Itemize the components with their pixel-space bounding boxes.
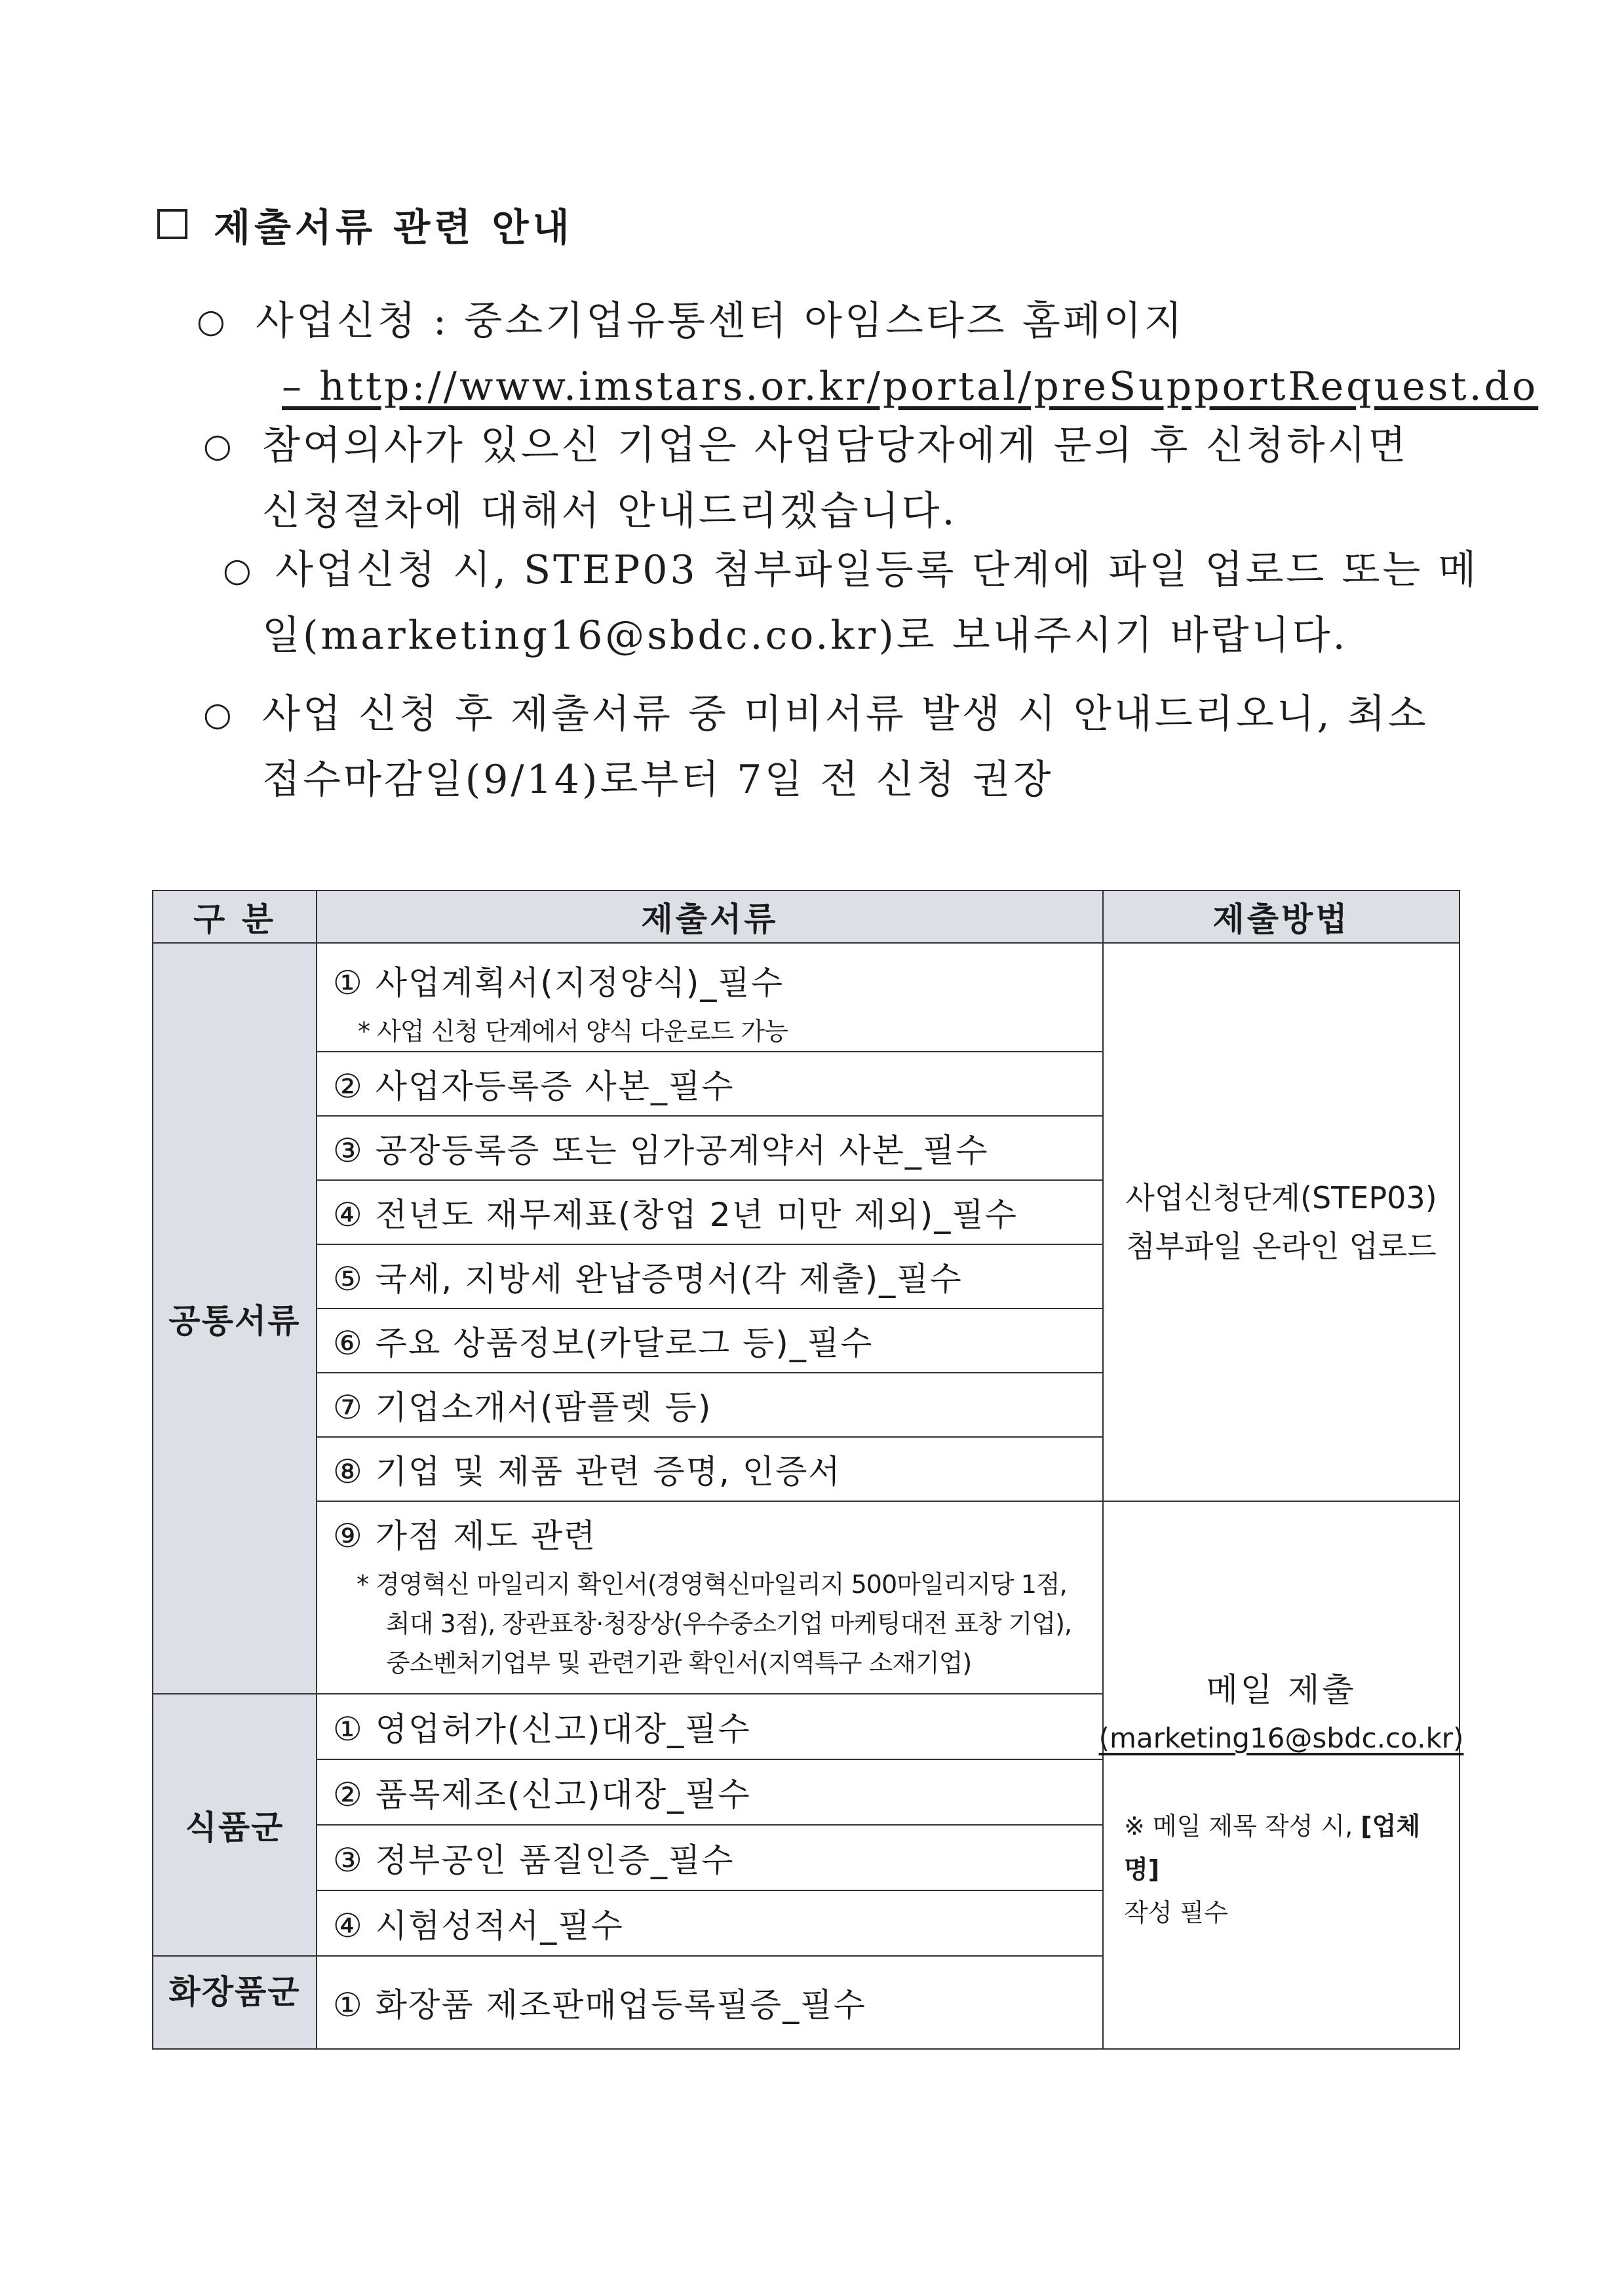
doc-common-3: ③ 공장등록증 또는 임가공계약서 사본_필수 [316, 1115, 1104, 1181]
bullet-1-line-1: 사업신청 : 중소기업유통센터 아임스타즈 홈페이지 [256, 298, 1185, 344]
bullet-4-line-2: 접수마감일(9/14)로부터 7일 전 신청 권장 [262, 757, 1054, 803]
doc-common-8: ⑧ 기업 및 제품 관련 증명, 인증서 [316, 1436, 1104, 1502]
doc-cosmetic-1: ① 화장품 제조판매업등록필증_필수 [316, 1955, 1104, 2050]
circle-bullet-icon: ○ [197, 302, 228, 340]
method-mail-note [1124, 1805, 1439, 1934]
doc-common-5: ⑤ 국세, 지방세 완납증명서(각 제출)_필수 [316, 1244, 1104, 1309]
bullet-3-line-1: 사업신청 시, STEP03 첨부파일등록 단계에 파일 업로드 또는 메 [275, 547, 1479, 593]
bullet-1 [197, 288, 1539, 419]
bullet-3 [223, 537, 1479, 668]
category-cosmetic: 화장품군 [152, 1955, 317, 2050]
doc-common-7: ⑦ 기업소개서(팜플렛 등) [316, 1372, 1104, 1438]
header-documents: 제출서류 [316, 890, 1104, 944]
doc-common-9-note-1: * 경영혁신 마일리지 확인서(경영혁신마일리지 500마일리지당 1점, [357, 1570, 1067, 1599]
method-mail-note-prefix: ※ 메일 제목 작성 시, [1124, 1812, 1361, 1841]
doc-common-9-note-3: 중소벤처기업부 및 관련기관 확인서(지역특구 소재기업) [386, 1649, 972, 1677]
bullet-4 [203, 681, 1429, 813]
doc-common-9-note-2: 최대 3점), 장관표창·청장상(우수중소기업 마케팅대전 표창 기업), [386, 1609, 1072, 1638]
method-mail [1098, 1501, 1464, 2050]
method-upload-line-1: 사업신청단계(STEP03) [1125, 1180, 1437, 1215]
bullet-2 [203, 413, 1409, 544]
doc-food-1: ① 영업허가(신고)대장_필수 [316, 1693, 1104, 1760]
header-category: 구 분 [152, 890, 317, 944]
category-food: 식품군 [152, 1693, 317, 1957]
bullet-3-line-2: 일(marketing16@sbdc.co.kr)로 보내주시기 바랍니다. [262, 613, 1348, 659]
doc-common-9-title: ⑨ 가점 제도 관련 [333, 1517, 597, 1555]
method-mail-email[interactable]: (marketing16@sbdc.co.kr) [1098, 1722, 1464, 1754]
doc-common-1 [316, 942, 1104, 1052]
header-method: 제출방법 [1102, 890, 1460, 944]
doc-common-6: ⑥ 주요 상품정보(카달로그 등)_필수 [316, 1308, 1104, 1373]
doc-food-2: ② 품목제조(신고)대장_필수 [316, 1759, 1104, 1826]
method-mail-note-suffix: 작성 필수 [1124, 1898, 1228, 1927]
portal-link[interactable]: – http://www.imstars.or.kr/portal/preSupportRequest.do [282, 364, 1539, 410]
doc-common-1-note: * 사업 신청 단계에서 양식 다운로드 가능 [358, 1017, 788, 1046]
method-mail-title: 메일 제출 [1206, 1671, 1357, 1709]
circle-bullet-icon: ○ [203, 695, 235, 733]
circle-bullet-icon: ○ [223, 551, 254, 589]
bullet-1-url-line[interactable] [256, 354, 1538, 419]
circle-bullet-icon: ○ [203, 427, 235, 465]
heading-text: 제출서류 관련 안내 [214, 205, 573, 250]
method-mail-note-bold: [업체명] [1124, 1812, 1421, 1884]
doc-common-1-title: ① 사업계획서(지정양식)_필수 [333, 964, 784, 1002]
bullet-2-line-1: 참여의사가 있으신 기업은 사업담당자에게 문의 후 신청하시면 [262, 423, 1409, 469]
doc-common-4: ④ 전년도 재무제표(창업 2년 미만 제외)_필수 [316, 1179, 1104, 1245]
bullet-4-line-1: 사업 신청 후 제출서류 중 미비서류 발생 시 안내드리오니, 최소 [262, 691, 1429, 737]
checkbox-icon [157, 209, 187, 239]
doc-common-2: ② 사업자등록증 사본_필수 [316, 1051, 1104, 1117]
section-heading [157, 197, 573, 252]
documents-table [152, 890, 1464, 2050]
doc-food-3: ③ 정부공인 품질인증_필수 [316, 1824, 1104, 1891]
method-upload [1102, 942, 1460, 1502]
bullet-2-line-2: 신청절차에 대해서 안내드리겠습니다. [262, 488, 957, 534]
category-common: 공통서류 [152, 942, 317, 1694]
doc-food-4: ④ 시험성적서_필수 [316, 1890, 1104, 1957]
method-upload-line-2: 첨부파일 온라인 업로드 [1126, 1229, 1437, 1264]
doc-common-9 [316, 1501, 1104, 1694]
